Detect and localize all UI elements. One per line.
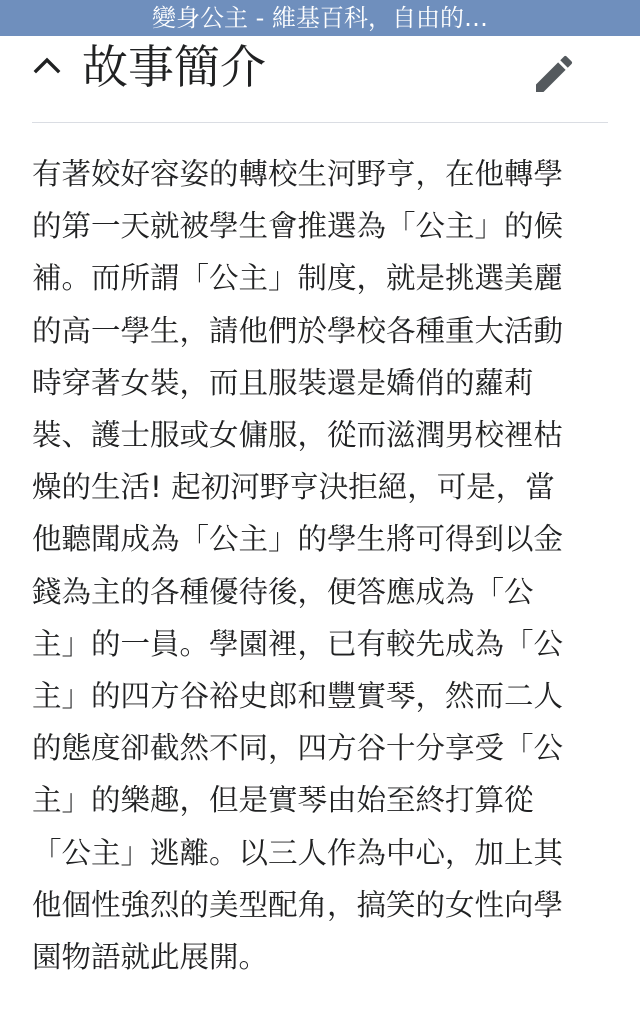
content-line: 園物語就此展開。 — [32, 940, 269, 975]
content-line: 錢為主的各種優待後，便答應成為「公 — [32, 574, 534, 609]
content-line: 燥的生活! 起初河野亨決拒絕，可是，當 — [32, 470, 555, 505]
content-line: 主」的一員。學園裡，已有較先成為「公 — [32, 626, 564, 661]
content-line: 他聽聞成為「公主」的學生將可得到以金 — [32, 522, 564, 557]
page-title: 變身公主 - 維基百科，自由的… — [152, 4, 488, 32]
content-line: 補。而所謂「公主」制度，就是挑選美麗 — [32, 261, 564, 296]
pencil-icon[interactable] — [530, 50, 578, 98]
content-line: 的態度卻截然不同，四方谷十分享受「公 — [32, 731, 564, 766]
content-line: 有著姣好容姿的轉校生河野亨，在他轉學 — [32, 157, 564, 191]
section-title: 故事簡介 — [82, 40, 266, 94]
chevron-up-icon[interactable] — [32, 50, 62, 80]
content-line: 時穿著女裝，而且服裝還是嬌俏的蘿莉 — [32, 365, 534, 400]
content-line: 主」的四方谷裕史郎和豐實琴，然而二人 — [32, 679, 564, 714]
page-title-bar — [0, 0, 640, 36]
section-content — [32, 148, 608, 983]
section-header — [32, 36, 608, 123]
content-line: 的第一天就被學生會推選為「公主」的候 — [32, 209, 564, 244]
content-line: 「公主」逃離。以三人作為中心，加上其 — [32, 835, 564, 870]
content-line: 裝、護士服或女傭服，從而滋潤男校裡枯 — [32, 418, 564, 453]
content-line: 主」的樂趣，但是實琴由始至終打算從 — [32, 783, 534, 818]
content-line: 的高一學生，請他們於學校各種重大活動 — [32, 313, 564, 348]
content-line: 他個性強烈的美型配角，搞笑的女性向學 — [32, 887, 564, 922]
